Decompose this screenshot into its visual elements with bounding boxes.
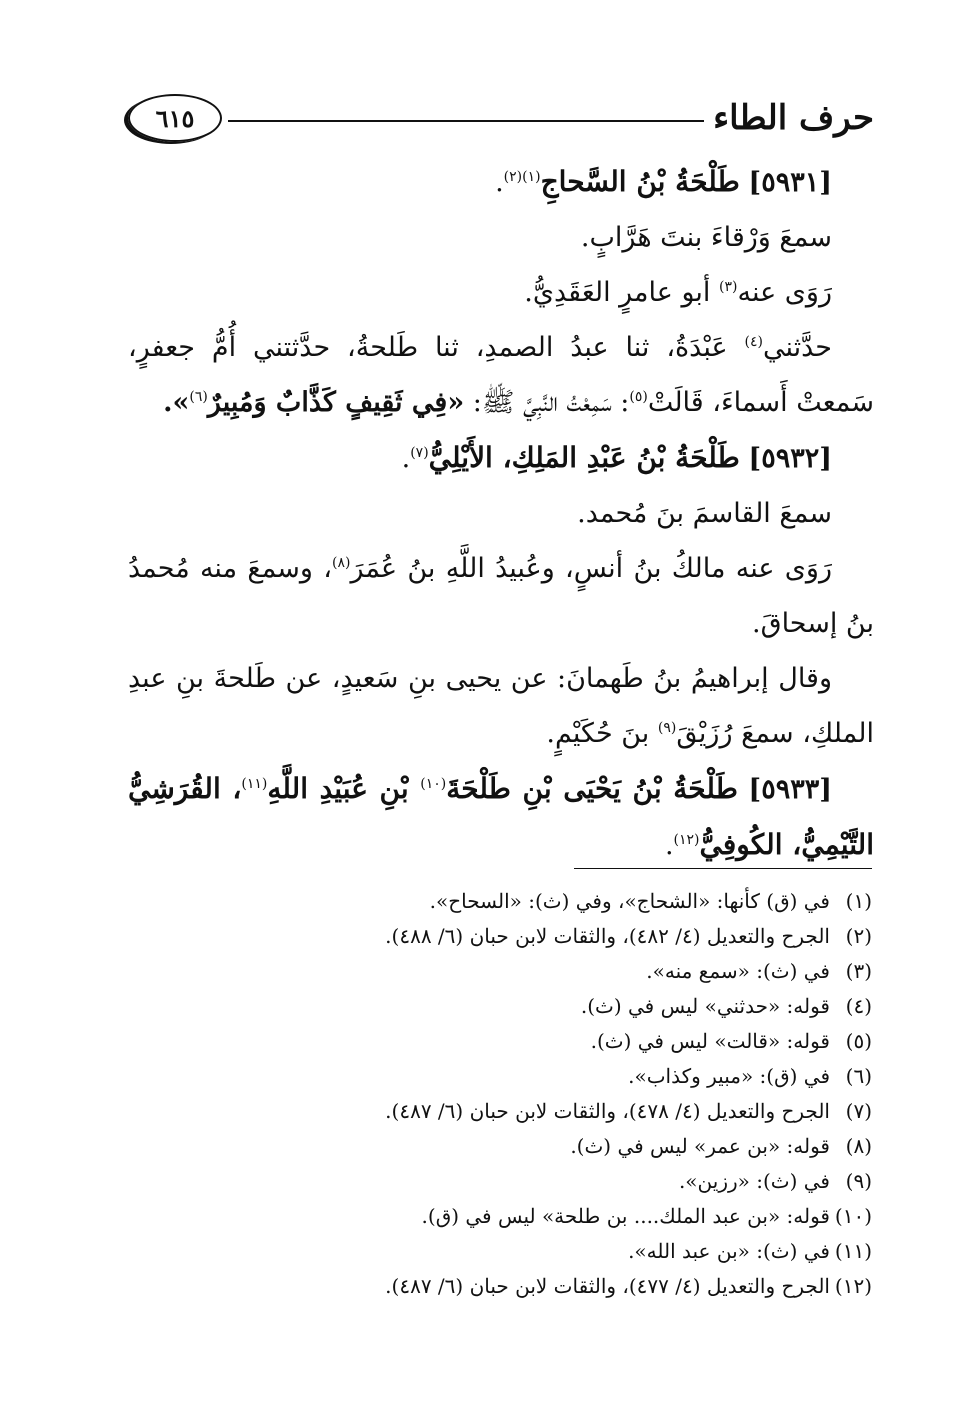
text-span: رَوَى عنه [737, 277, 832, 308]
footnote-number: (٩) [845, 1169, 872, 1193]
entry-text-line [128, 320, 874, 430]
text-span: بنَ حُكَيْمٍ. [546, 718, 658, 749]
footnote-item [112, 1234, 872, 1269]
entry-name: ، القُرَشِيُّ التَّيْمِيُّ، الكُوفِيُّ [128, 772, 874, 861]
footnote-number: (٨) [845, 1134, 872, 1158]
footnote-text: في (ث): «بن عبد الله». [628, 1239, 830, 1263]
footnote-number: (٢) [845, 924, 872, 948]
footnote-number: (٤) [845, 994, 872, 1018]
footnote-text: الجرح والتعديل (٤/ ٤٧٨)، والثقات لابن حبان (٦/ ٤٨٧). [385, 1099, 830, 1123]
footnote-ref[interactable]: (١٢) [673, 832, 700, 848]
footnote-text: قوله: «بن عمر» ليس في (ث). [570, 1134, 830, 1158]
entry-name: طَلْحَةُ بْنُ السَّحاجِ [540, 165, 740, 198]
entry-heading-5931 [128, 154, 874, 210]
footnote-number: (١٠) [834, 1204, 872, 1228]
text-span: ، وسمعَ منه مُحمدُ بنُ إسحاقَ. [128, 553, 874, 639]
entry-text-line [128, 541, 874, 651]
entry-number: [٥٩٣١] [748, 167, 832, 198]
footnote-ref[interactable]: (٥) [629, 389, 648, 405]
footnote-item [112, 1199, 872, 1234]
footnote-item [112, 1164, 872, 1199]
footnote-ref[interactable]: (١٠) [420, 776, 447, 792]
footnote-text: الجرح والتعديل (٤/ ٤٧٧)، والثقات لابن حبان (٦/ ٤٨٧). [385, 1274, 830, 1298]
hadith-quote: «فِي ثَقِيفٍ كَذَّابٌ وَمُبِيرٌ [207, 387, 465, 418]
text-span: حدَّثني [762, 332, 832, 363]
footnote-number: (٦) [845, 1064, 872, 1088]
entry-heading-5933 [128, 761, 874, 873]
footnote-text: في (ث): «رزين». [678, 1169, 830, 1193]
footnote-ref[interactable]: (٩) [657, 720, 677, 736]
footnote-text: الجرح والتعديل (٤/ ٤٨٢)، والثقات لابن حبان (٦/ ٤٨٨). [385, 924, 830, 948]
footnote-text: في (ث): «سمع منه». [646, 959, 830, 983]
text-span: عَبْدَةُ، ثنا عبدُ الصمدِ، ثنا طَلحةُ، حدَّثتني أُمُّ جعفرٍ، سَمعتْ أَسماءَ، قَالَتْ [128, 332, 874, 418]
footnote-item [112, 954, 872, 989]
footnote-item [112, 919, 872, 954]
footnotes-list [112, 884, 872, 1304]
running-header [128, 92, 874, 152]
punctuation: . [495, 167, 504, 198]
punctuation: . [401, 443, 411, 474]
footnote-item [112, 989, 872, 1024]
footnote-number: (٥) [845, 1029, 872, 1053]
footnote-ref[interactable]: (٤) [744, 334, 763, 350]
footnote-item [112, 1129, 872, 1164]
text-span: أبو عامرٍ العَقَدِيُّ. [524, 277, 719, 308]
body-text [128, 154, 874, 873]
footnote-ref[interactable]: (١)(٢) [503, 169, 541, 185]
text-span: وقال إبراهيمُ بنُ طَهمانَ: عن يحيى بنِ سَعيدٍ، عن طَلحةَ بنِ عبدِ الملكِ، سمعَ رُزَيْقَ [128, 663, 874, 749]
entry-number: [٥٩٣٣] [748, 774, 832, 805]
entry-name: طَلْحَةُ بْنُ يَحْيَى بْنِ طَلْحَةَ [446, 772, 738, 805]
footnote-item [112, 1024, 872, 1059]
footnote-ref[interactable]: (٧) [410, 445, 429, 461]
entry-text-line: سمعَ القاسمَ بنَ مُحمد. [577, 498, 832, 529]
footnote-separator [574, 868, 872, 869]
entry-text-line: سمعَ وَرْقاءَ بنتَ هَرَّابٍ. [580, 222, 832, 253]
footnote-text: قوله: «قالت» ليس في (ث). [590, 1029, 830, 1053]
chapter-title: حرف الطاء [713, 98, 874, 138]
footnote-text: في (ق) كأنها: «الشحاج»، وفي (ث): «السحاح». [429, 889, 830, 913]
footnote-number: (١١) [834, 1239, 872, 1263]
footnote-number: (١٢) [834, 1274, 872, 1298]
quote-end: ». [163, 387, 190, 418]
footnote-number: (٧) [845, 1099, 872, 1123]
footnote-item [112, 1094, 872, 1129]
footnote-item [112, 1059, 872, 1094]
text-span: : سَمِعْتُ النَّبِيَّ ﷺ: [464, 387, 630, 418]
footnote-text: قوله: «بن عبد الملك.... بن طلحة» ليس في (ق). [421, 1204, 830, 1228]
footnote-ref[interactable]: (١١) [241, 776, 268, 792]
footnote-ref[interactable]: (٦) [189, 389, 208, 405]
footnote-item [112, 1269, 872, 1304]
page-number-frame [128, 94, 222, 142]
footnote-number: (١) [845, 889, 872, 913]
punctuation: . [664, 830, 674, 861]
page-number: ٦١٥ [155, 103, 195, 133]
footnote-ref[interactable]: (٨) [331, 555, 351, 571]
entry-heading-5932 [128, 430, 874, 486]
footnote-ref[interactable]: (٣) [719, 279, 738, 295]
footnote-item [112, 884, 872, 919]
entry-text-line [128, 265, 874, 320]
footnote-text: قوله: «حدثني» ليس في (ث). [580, 994, 830, 1018]
entry-text-line [128, 651, 874, 761]
entry-name: طَلْحَةُ بْنُ عَبْدِ المَلِكِ، الأَيْلِيُّ [428, 441, 740, 474]
footnote-number: (٣) [845, 959, 872, 983]
footnote-text: في (ق): «مبير وكذاب». [628, 1064, 830, 1088]
entry-name: بْنِ عُبَيْدِ اللَّهِ [267, 772, 421, 805]
entry-number: [٥٩٣٢] [748, 443, 832, 474]
header-rule [228, 120, 704, 122]
text-span: رَوَى عنه مالكُ بنُ أنسٍ، وعُبيدُ اللَّهِ بنُ عُمَرَ [350, 553, 832, 584]
